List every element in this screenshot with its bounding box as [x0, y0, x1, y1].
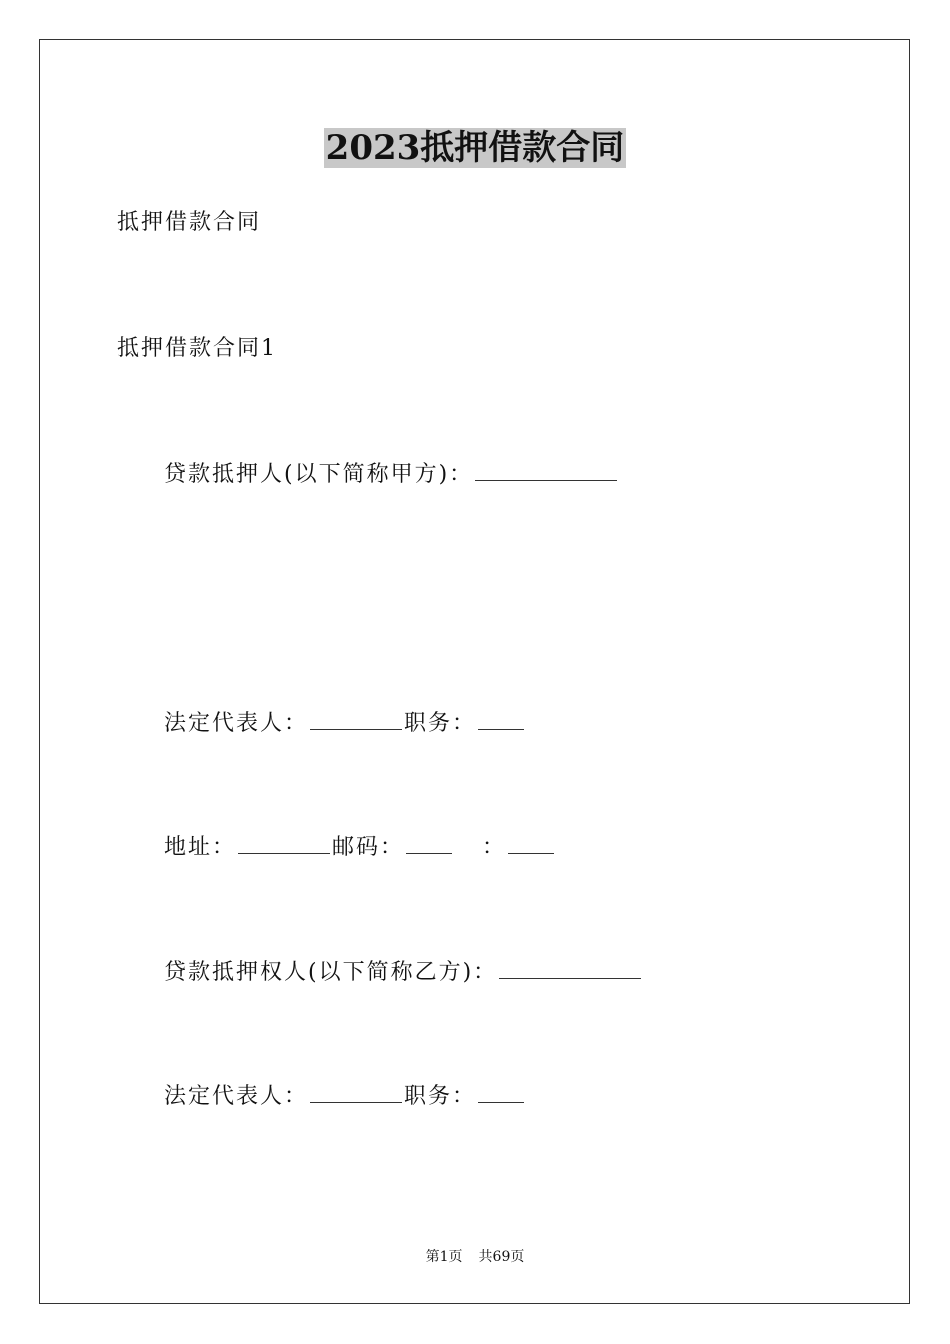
party-b-rep-blank[interactable]	[310, 1080, 402, 1103]
postcode-label: 邮码：	[332, 835, 405, 860]
party-b-line	[164, 956, 643, 988]
party-a-label: 贷款抵押人(以下简称甲方)：	[164, 462, 474, 487]
postcode-blank[interactable]	[406, 831, 452, 854]
party-a-rep-line	[164, 707, 526, 739]
party-a-position-label: 职务：	[404, 711, 477, 736]
page-footer	[0, 1247, 950, 1267]
contract-heading: 抵押借款合同	[117, 210, 262, 235]
address-blank[interactable]	[238, 831, 330, 854]
party-a-rep-label: 法定代表人：	[164, 711, 309, 736]
party-b-label: 贷款抵押权人(以下简称乙方)：	[164, 960, 498, 985]
party-b-rep-line	[164, 1080, 526, 1112]
address-label: 地址：	[164, 835, 237, 860]
colon-label: ：	[482, 835, 507, 860]
page-total: 共69页	[478, 1249, 525, 1265]
document-title-text: 2023抵押借款合同	[325, 128, 625, 168]
party-b-rep-label: 法定代表人：	[164, 1084, 309, 1109]
party-b-position-blank[interactable]	[478, 1080, 524, 1103]
party-b-position-label: 职务：	[404, 1084, 477, 1109]
party-a-line	[164, 458, 619, 490]
page-current: 第1页	[425, 1249, 463, 1265]
contract-subheading: 抵押借款合同1	[117, 336, 277, 361]
document-title	[0, 126, 950, 170]
address-line	[164, 831, 556, 863]
party-a-position-blank[interactable]	[478, 707, 524, 730]
party-b-blank[interactable]	[499, 956, 641, 979]
party-a-rep-blank[interactable]	[310, 707, 402, 730]
colon-blank[interactable]	[508, 831, 554, 854]
party-a-blank[interactable]	[475, 458, 617, 481]
